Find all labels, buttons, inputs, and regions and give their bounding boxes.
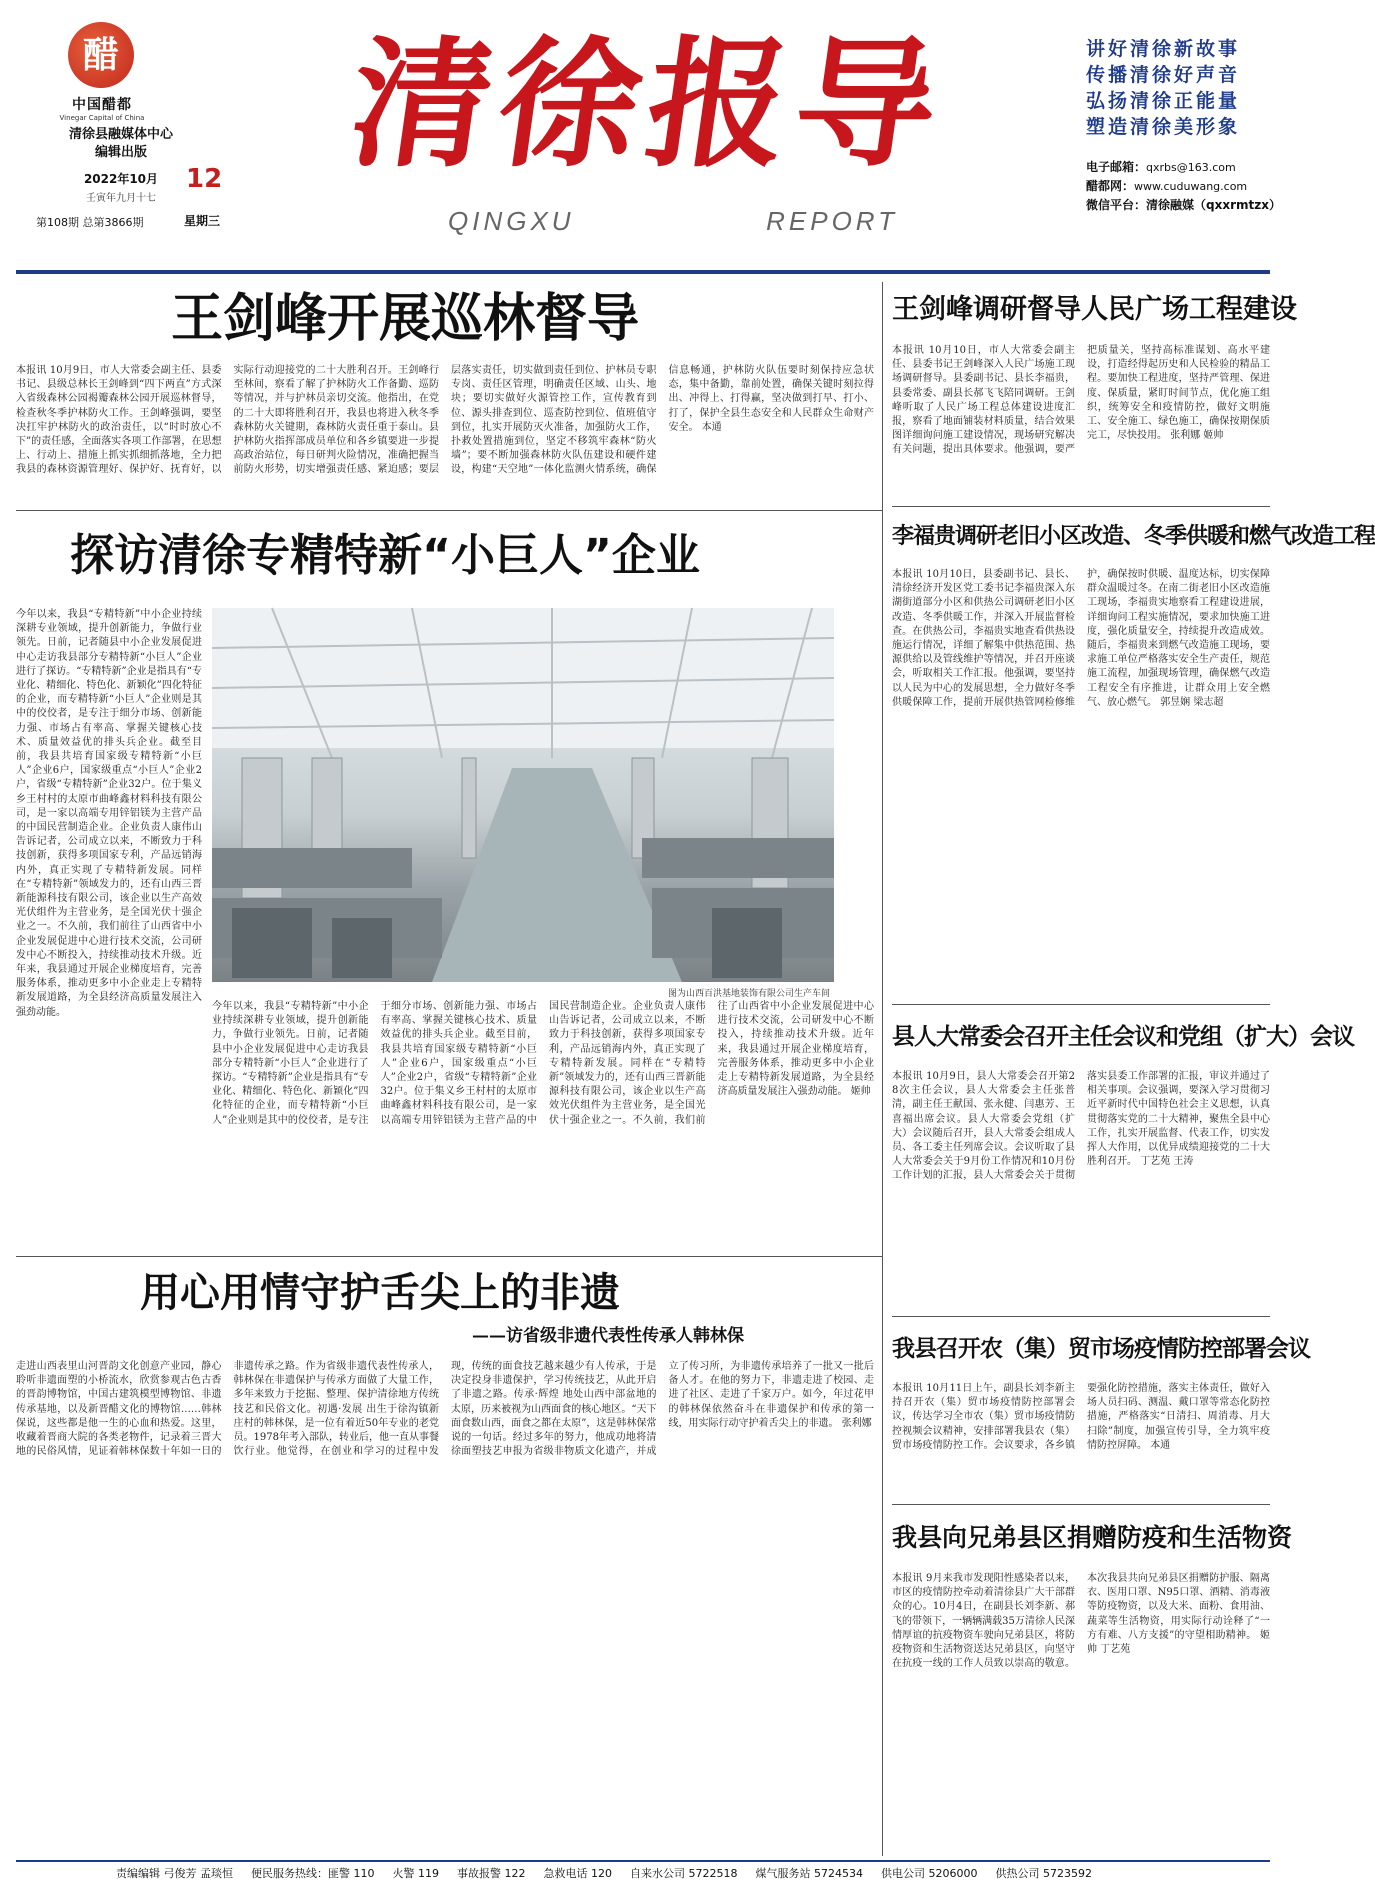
author: 丁艺苑 王涛 <box>1140 1156 1194 1168</box>
issue-date: 2022年10月 <box>83 172 159 186</box>
masthead <box>0 0 1286 272</box>
headline: 县人大常委会召开主任会议和党组（扩大）会议 <box>892 1024 1354 1050</box>
slogans <box>1086 36 1268 140</box>
section-rule <box>892 1316 1270 1317</box>
article-text: 本报讯 10月9日，市人大常委会副主任、县委书记、县级总林长王剑峰到“四下两直”方式深入省级森林公园褐瓣森林公园开展巡林督导，检查秋冬季护林防火工作。王剑峰强调，要坚决扛牢护林防火的政治责任，以“时时放心不下”的责任感，全面落实各项工作部署，在思想上、行动上、措施上抓实抓细抓落地，全力把我县的森林资源管理好、保护好、抚育好，以实际行动迎接党的二十大胜利召开。王剑峰行至林间，察看了解了护林防火工作备勤、巡防等情况，并与护林员亲切交流。他指出，在党的二十大即将胜利召开，我县也将进入秋冬季森林防火关键期，森林防火责任重于泰山。县护林防火指挥部成员单位和各乡镇要进一步提高政治站位，每日研判火险情况，准确把握当前防火形势，切实增强责任感、紧迫感；要层层落实责任，切实做到责任到位、护林员专职专岗、责任区管理，明确责任区域、山头、地块；要切实做好火源管控工作，宣传教育到位、源头排查到位、巡查防控到位、值班值守到位，扎实开展防灭火准备，加强防火工作，扑救处置措施到位，坚定不移筑牢森林“防火墙”；要不断加强森林防火队伍建设和硬件建设，构建“天空地”一体化监测火情系统，确保信息畅通，护林防火队伍要时刻保持应急状态，集中备勤，靠前处置，确保关键时刻拉得出、冲得上、打得赢，坚决做到打早、打小、打了，保护全县生态安全和人民群众生命财产安全。 <box>16 365 874 476</box>
headline: 王剑峰调研督导人民广场工程建设 <box>892 294 1297 325</box>
article-market-epidemic[interactable] <box>892 1322 1310 1498</box>
logo-caption <box>50 94 154 122</box>
masthead-rule <box>16 270 1270 274</box>
article-text: 本报讯 10月11日上午，副县长刘李新主持召开农（集）贸市场疫情防控部署会议，传达学习全市农（集）贸市场疫情防控视频会议精神，安排部署我县农（集）贸市场疫情防控工作。会议要求，各乡镇要强化防控措施，落实主体责任，做好入场人员扫码、测温、戴口罩等常态化防控措施，严格落实“日清扫、周消毒、月大扫除”制度，加强宣传引导，全力筑牢疫情防控屏障。 <box>892 1383 1270 1451</box>
article-little-giant-head <box>16 518 874 598</box>
article-body <box>892 1572 1270 1850</box>
article-donation[interactable] <box>892 1510 1293 1856</box>
vinegar-capital-logo <box>68 22 134 88</box>
newspaper-title: 清徐报导 <box>340 23 956 187</box>
article-intangible-heritage[interactable] <box>16 1262 874 1856</box>
email-line <box>1086 158 1282 177</box>
article-body <box>892 1382 1270 1494</box>
factory-workshop-photo <box>212 608 834 982</box>
headline: 我县召开农（集）贸市场疫情防控部署会议 <box>892 1336 1310 1362</box>
section-rule <box>16 1256 882 1257</box>
subheadline: ——访省级非遗代表性传承人韩林保 <box>472 1326 744 1346</box>
wechat-account: 清徐融媒（qxxrmtzx） <box>1146 198 1281 212</box>
article-little-giant-body-left <box>16 608 202 1248</box>
weekday: 星期三 <box>184 214 221 228</box>
web-link[interactable]: www.cuduwang.com <box>1134 180 1248 193</box>
slogan: 弘扬清徐正能量 <box>1086 90 1241 112</box>
section-rule <box>892 506 1270 507</box>
hotline: 火警 119 <box>392 1867 439 1880</box>
editor-credit: 责编编辑 弓俊芳 孟琰恒 <box>116 1867 233 1880</box>
hotline: 自来水公司 5722518 <box>630 1867 738 1880</box>
article-text-continued: 今年以来，我县“专精特新”中小企业持续深耕专业领域，提升创新能力，争做行业领先。日前，记者随县中小企业发展促进中心走访我县部分专精特新“小巨人”企业进行了探访。“专精特新”企业是指具有“专业化、精细化、特色化、新颖化”四化特征的企业，而专精特新“小巨人”企业则是其中的佼佼者，是专注于细分市场、创新能力强、市场占有率高、掌握关键核心技术、质量效益优的排头兵企业。截至目前，我县共培育国家级专精特新“小巨人”企业6户，国家级重点“小巨人”企业2户，省级“专精特新”企业32户。位于集义乡王村村的太原市曲峰鑫材料科技有限公司，是一家以高端专用锌铝镁为主营产品的中国民营制造企业。企业负责人康伟山告诉记者，公司成立以来，不断致力于科技创新，获得多项国家专利，产品远销海内外，真正实现了专精特新发展。同样在“专精特新”领域发力的，还有山西三晋新能源科技有限公司，该企业以生产高效光伏组件为主营业务，是全国光伏十强企业之一。不久前，我们前往了山西省中小企业发展促进中心进行技术交流，公司研发中心不断投入，持续推动技术升级。近年来，我县通过开展企业梯度培育，完善服务体系，推动更多中小企业走上专精特新发展道路，为全县经济高质量发展注入强劲动能。 <box>212 1001 874 1126</box>
footer <box>16 1860 1270 1884</box>
column-rule <box>882 282 883 850</box>
issue-number: 第108期 总第3866期 <box>36 216 144 229</box>
section-rule <box>892 1504 1270 1505</box>
headline: 李福贵调研老旧小区改造、冬季供暖和燃气改造工程 <box>892 524 1375 549</box>
article-body <box>16 364 874 494</box>
author: 郭昱娴 梁志超 <box>1160 696 1224 708</box>
contacts <box>1086 158 1282 215</box>
slogan: 传播清徐好声音 <box>1086 64 1241 86</box>
author: 姬帅 丁艺苑 <box>1087 1629 1270 1656</box>
article-body <box>892 568 1270 992</box>
article-text: 本报讯 10月10日，市人大常委会副主任、县委书记王剑峰深入人民广场施工现场调研督导。县委副书记、县长李福贵，县委常委、副县长郝飞飞陪同调研。王剑峰听取了人民广场工程总体建设进度汇报，察看了地面铺装材料质量，结合效果图详细询问施工建设情况，现场研究解决有关问题，提出具体要求。他强调，要严把质量关，坚持高标准谋划、高水平建设，打造经得起历史和人民检验的精品工程。要加快工程进度，坚持严管理、保进度、保质量，紧盯时间节点，优化施工组织，统筹安全和疫情防控，做好文明施工、安全施工、绿色施工，确保按期保质完工，尽快投用。 <box>892 345 1270 456</box>
logo-cn: 中国醋都 <box>72 97 132 113</box>
article-little-giant-body-right <box>212 1000 874 1248</box>
article-text: 本报讯 10月10日，县委副书记、县长、清徐经济开发区党工委书记李福贵深入东湖街道部分小区和供热公司调研老旧小区改造、冬季供暖工作，并深入开展监督检查。在供热公司，李福贵实地查看供热设施运行情况，详细了解集中供热范围、热源供给以及管线维护等情况，并召开座谈会，听取相关工作汇报。他强调，要坚持以人民为中心的发展思想，全力做好冬季供暖保障工作，提前开展供热管网检修维护，确保按时供暖、温度达标，切实保障群众温暖过冬。在南二街老旧小区改造施工现场，李福贵实地察看工程建设进展，详细询问工程实施情况，要求加快施工进度，强化质量安全，持续提升改造成效。随后，李福贵来到燃气改造施工现场，要求施工单位严格落实安全生产责任，规范施工流程，加强现场管理，确保燃气改造工程安全有序推进，让群众用上安全燃气、放心燃气。 <box>892 569 1270 708</box>
article-square-project[interactable] <box>892 282 1297 500</box>
article-text: 本报讯 9月来我市发现阳性感染者以来，市区的疫情防控牵动着清徐县广大干部群众的心。10月4日，在副县长刘李新、郝飞的带领下，一辆辆满载35万清徐人民深情厚谊的抗疫物资车驶向兄弟县区，将防疫物资和生活物资送达兄弟县区，向坚守在抗疫一线的工作人员致以崇高的敬意。本次我县共向兄弟县区捐赠防护服、隔离衣、医用口罩、N95口罩、酒精、消毒液等防疫物资，以及大米、面粉、食用油、蔬菜等生活物资，用实际行动诠释了“一方有难、八方支援”的守望相助精神。 <box>892 1573 1270 1670</box>
headline: 用心用情守护舌尖上的非遗 <box>140 1270 620 1316</box>
article-body <box>16 1360 874 1848</box>
article-old-community[interactable] <box>892 512 1375 998</box>
logo-glyph: 醋 <box>82 34 119 76</box>
article-npc-meeting[interactable] <box>892 1010 1354 1310</box>
author: 本通 <box>701 421 722 433</box>
author: 张利娜 <box>841 1417 872 1429</box>
hotline: 煤气服务站 5724534 <box>755 1867 863 1880</box>
hotline: 供电公司 5206000 <box>881 1867 978 1880</box>
slogan: 讲好清徐新故事 <box>1086 38 1241 60</box>
article-body <box>892 344 1270 492</box>
title-en-word-2: REPORT <box>766 206 898 236</box>
email-label: 电子邮箱： <box>1086 160 1147 174</box>
author: 张利娜 姬帅 <box>1170 430 1224 442</box>
wechat-line <box>1086 196 1282 215</box>
hotline: 事故报警 122 <box>457 1867 526 1880</box>
publication-info <box>36 126 206 230</box>
article-text: 本报讯 10月9日，县人大常委会召开第28次主任会议，县人大常委会主任张普清，副主任王献国、张永健、闫惠芳、王喜福出席会议。县人大常委会党组（扩大）会议随后召开，县人大常委会组成人员、各工委主任列席会议。会议听取了县人大常委会关于9月份工作情况和10月份工作计划的汇报，县人大常委会关于贯彻落实县委工作部署的汇报，审议并通过了相关事项。会议强调，要深入学习贯彻习近平新时代中国特色社会主义思想，认真贯彻落实党的二十大精神，聚焦全县中心工作，扎实开展监督、代表工作，切实发挥人大作用，以优异成绩迎接党的二十大胜利召开。 <box>892 1071 1270 1182</box>
lunar-date: 壬寅年九月十七 <box>86 193 156 204</box>
photo-caption: 图为山西百洪基地装饰有限公司生产车间 <box>667 989 830 999</box>
hotline: 供热公司 5723592 <box>995 1867 1092 1880</box>
headline: 我县向兄弟县区捐赠防疫和生活物资 <box>892 1523 1293 1552</box>
author: 本通 <box>1150 1439 1171 1451</box>
org-line-1: 清徐县融媒体中心 <box>68 127 173 142</box>
email-link[interactable]: qxrbs@163.com <box>1146 161 1236 174</box>
org-line-2: 编辑出版 <box>94 145 147 160</box>
logo-en: Vinegar Capital of China <box>59 114 145 122</box>
wechat-label: 微信平台： <box>1086 198 1147 212</box>
title-en-word-1: QINGXU <box>448 206 575 236</box>
author: 姬帅 <box>850 1086 871 1098</box>
hotline: 急救电话 120 <box>543 1867 612 1880</box>
article-forest-patrol[interactable] <box>16 282 874 504</box>
article-body <box>892 1070 1270 1304</box>
section-rule <box>16 510 882 511</box>
day-number: 12 <box>186 164 223 194</box>
web-line <box>1086 177 1282 196</box>
newspaper-title-en <box>448 206 898 237</box>
article-text: 走进山西表里山河晋韵文化创意产业园，静心聆听非遗面塑的小桥流水，欣赏参观古色古香的晋韵博物馆，中国古建筑模型博物馆、非遗传承基地，以及新晋醋文化的博物馆……韩林保说，这些都是他一生的心血和热爱。这里，收藏着晋商大院的各类老物件，记录着三晋大地的民俗风情，见证着韩林保数十年如一日的非遗传承之路。作为省级非遗代表性传承人，韩林保在非遗保护与传承方面做了大量工作，多年来致力于挖掘、整理、保护清徐地方传统技艺和民俗文化。初遇·发展 出生于徐沟镇新庄村的韩林保，是一位有着近50年专业的老党员。1978年考入部队，转业后，他一直从事餐饮行业。他觉得，在创业和学习的过程中发现，传统的面食技艺越来越少有人传承，于是决定投身非遗保护，学习传统技艺，从此开启了非遗之路。传承·辉煌 地处山西中部盆地的太原，历来被视为山西面食的核心地区。“天下面食数山西，面食之都在太原”，这是韩林保常说的一句话。经过多年的努力，他成功地将清徐面塑技艺申报为省级非物质文化遗产，并成立了传习所，为非遗传承培养了一批又一批后备人才。在他的努力下，非遗走进了校园、走进了社区、走进了千家万户。如今，年过花甲的韩林保依然奋斗在非遗保护和传承的第一线，用实际行动守护着舌尖上的非遗。 <box>16 1361 874 1458</box>
slogan: 塑造清徐美形象 <box>1086 116 1241 138</box>
article-text: 今年以来，我县“专精特新”中小企业持续深耕专业领域，提升创新能力，争做行业领先。日前，记者随县中小企业发展促进中心走访我县部分专精特新“小巨人”企业进行了探访。“专精特新”企业是指具有“专业化、精细化、特色化、新颖化”四化特征的企业，而专精特新“小巨人”企业则是其中的佼佼者，是专注于细分市场、创新能力强、市场占有率高、掌握关键核心技术、质量效益优的排头兵企业。截至目前，我县共培育国家级专精特新“小巨人”企业6户，国家级重点“小巨人”企业2户，省级“专精特新”企业32户。位于集义乡王村村的太原市曲峰鑫材料科技有限公司，是一家以高端专用锌铝镁为主营产品的中国民营制造企业。企业负责人康伟山告诉记者，公司成立以来，不断致力于科技创新，获得多项国家专利，产品远销海内外，真正实现了专精特新发展。同样在“专精特新”领域发力的，还有山西三晋新能源科技有限公司，该企业以生产高效光伏组件为主营业务，是全国光伏十强企业之一。不久前，我们前往了山西省中小企业发展促进中心进行技术交流，公司研发中心不断投入，持续推动技术升级。近年来，我县通过开展企业梯度培育，完善服务体系，推动更多中小企业走上专精特新发展道路，为全县经济高质量发展注入强劲动能。 <box>16 609 202 1018</box>
headline: 探访清徐专精特新“小巨人”企业 <box>70 530 700 581</box>
column-rule <box>882 850 883 1856</box>
headline: 王剑峰开展巡林督导 <box>170 289 639 349</box>
section-rule <box>892 1004 1270 1005</box>
web-label: 醋都网： <box>1086 179 1135 193</box>
hotline: 便民服务热线：匪警 110 <box>251 1867 375 1880</box>
